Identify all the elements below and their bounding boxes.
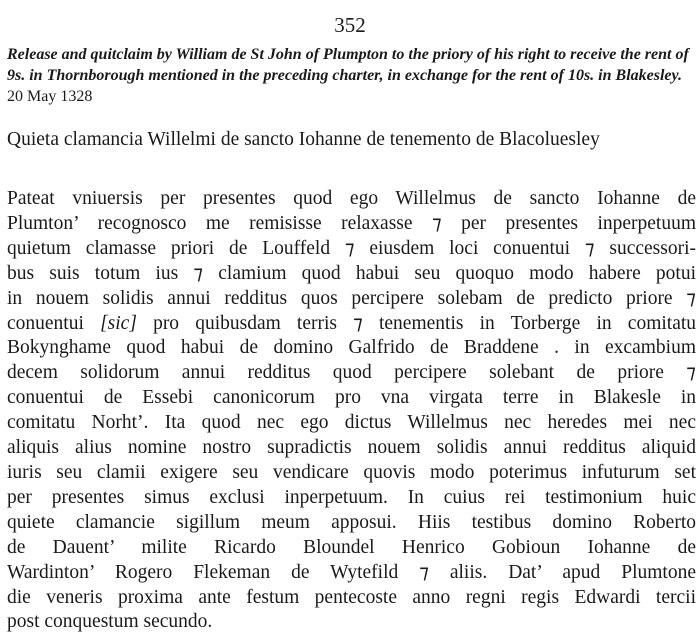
body-line: per presentes simus exclusi inperpetuum. In cuius rei testimonium huic	[7, 486, 696, 508]
body-line: Wardinton’ Rogero Flekeman de Wytefild ⁊ aliis. Dat’ apud Plumtone	[7, 561, 696, 583]
body-line-part: pro quibusdam terris ⁊ tenementis in Torberge in comitatu	[153, 312, 697, 334]
body-line: die veneris proxima ante festum pentecoste anno regni regis Edwardi tercii	[7, 586, 696, 608]
body-line: in nouem solidis annui redditus quos percipere solebam de predicto priore ⁊	[7, 287, 696, 309]
body-line: quietum clamasse priori de Louffeld ⁊ eiusdem loci conuentui ⁊ successori-	[7, 237, 696, 259]
summary-date: 20 May 1328	[7, 88, 93, 105]
body-line: de Dauent’ milite Ricardo Bloundel Henrico Gobioun Iohanne de	[7, 536, 696, 558]
charter-heading: Quieta clamancia Willelmi de sancto Iohanne de tenemento de Blacoluesley	[7, 129, 600, 150]
body-line: post conquestum secundo.	[7, 611, 213, 633]
body-line: quiete clamancie sigillum meum apposui. Hiis testibus domino Roberto	[7, 511, 696, 533]
body-line: conuentui de Essebi canonicorum pro vna virgata terre in Blakesle in	[7, 387, 696, 409]
summary-text: Release and quitclaim by William de St John of Plumpton to the priory of his right to receive the rent of 9s. in Thornborough mentioned in the preceding charter, in exchange for the rent of 10s. in Blakesley.	[7, 46, 689, 84]
body-line: aliquis alius nomine nostro supradictis nouem solidis annui redditus aliquid	[7, 437, 696, 459]
body-line: comitatu Norht’. Ita quod nec ego dictus Willelmus nec heredes mei nec	[7, 412, 696, 434]
body-line: Bokynghame quod habui de domino Galfrido de Braddene . in excambium	[7, 337, 696, 359]
sic-note: [sic]	[100, 312, 137, 334]
page-number: 352	[334, 13, 366, 37]
body-line: iuris seu clamii exigere seu vendicare quovis modo poterimus infuturum set	[7, 461, 696, 483]
body-line: bus suis totum ius ⁊ clamium quod habui seu quoquo modo habere potui	[7, 262, 696, 284]
charter-summary	[7, 44, 697, 107]
charter-body	[7, 187, 696, 635]
body-line: Plumton’ recognosco me remisisse relaxasse ⁊ per presentes inperpetuum	[7, 212, 696, 234]
body-line-with-sic	[7, 312, 696, 337]
body-line-part: conuentui	[7, 312, 84, 334]
body-line: decem solidorum annui redditus quod percipere solebant de priore ⁊	[7, 362, 696, 384]
body-line: Pateat vniuersis per presentes quod ego Willelmus de sancto Iohanne de	[7, 188, 696, 209]
